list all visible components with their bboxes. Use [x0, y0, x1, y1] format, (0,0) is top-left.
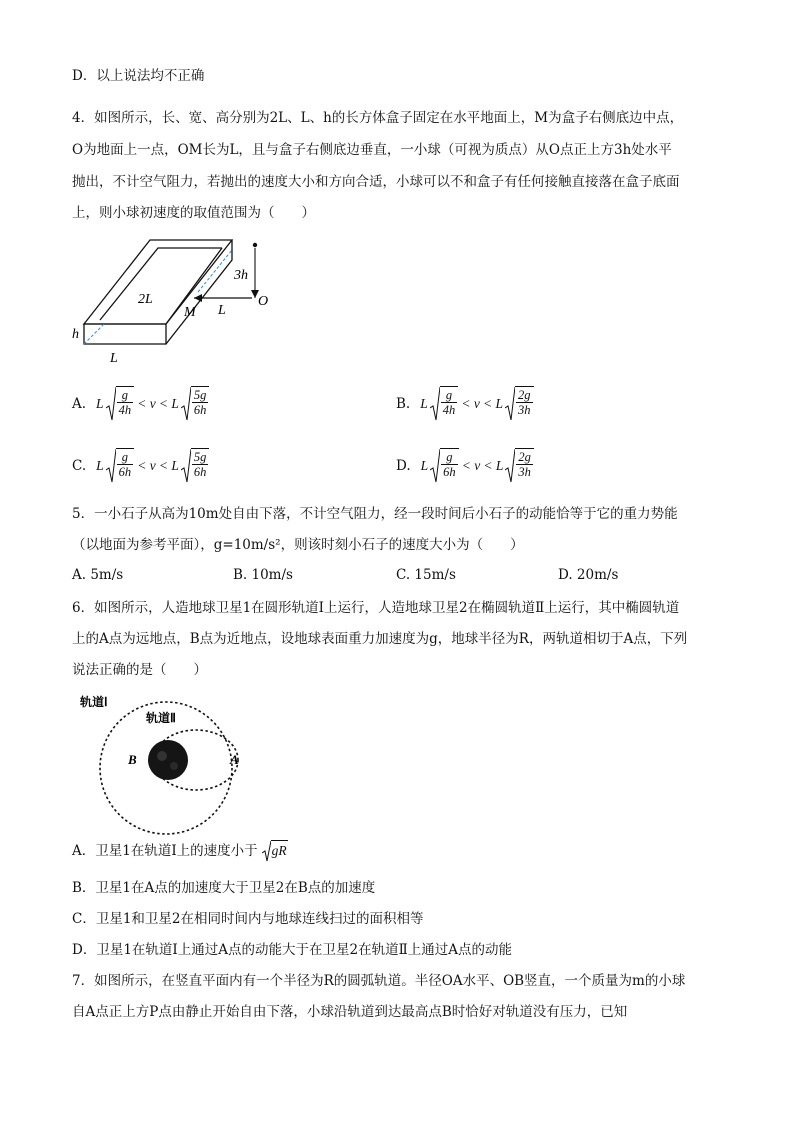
- q5-option-a: A. 5m/s: [72, 567, 124, 583]
- q4-box-figure: [70, 234, 290, 369]
- q6-option-d: D．卫星1在轨道Ⅰ上通过A点的动能大于在卫星2在轨道Ⅱ上通过A点的动能: [72, 942, 513, 958]
- q6-stem-line-1: 6．如图所示，人造地球卫星1在圆形轨道Ⅰ上运行，人造地球卫星2在椭圆轨道Ⅱ上运行，其中椭圆轨道: [72, 600, 680, 616]
- q6-stem-line-3: 说法正确的是（ ）: [72, 662, 207, 678]
- point-b-label: B: [128, 752, 137, 767]
- q4-option-b-expression: L $\frac{g}{4h}$ < v < L $\frac{2g}{3h}$: [420, 386, 533, 422]
- q4-option-d-expression: L $\frac{g}{6h}$ < v < L $\frac{2g}{3h}$: [421, 448, 534, 484]
- q5-stem-line-2: （以地面为参考平面），g=10m/s²，则该时刻小石子的速度大小为（ ）: [72, 537, 524, 553]
- q4-option-c: [72, 448, 209, 484]
- point-a-label: A: [230, 752, 239, 767]
- q5-option-c: C. 15m/s: [396, 567, 456, 583]
- q5-option-d: D. 20m/s: [558, 567, 619, 583]
- option-label: B.: [396, 396, 411, 412]
- q4-option-a-expression: L $\frac{g}{4h}$ < v < L $\frac{5g}{6h}$: [96, 386, 209, 422]
- orbit-2-label: 轨道Ⅱ: [146, 711, 176, 725]
- q6-option-a-text: A．卫星1在轨道Ⅰ上的速度小于: [72, 843, 258, 859]
- q6-stem-line-2: 上的A点为远地点，B点为近地点，设地球表面重力加速度为g，地球半径为R，两轨道相切于A点，下列: [72, 631, 688, 647]
- q4-stem-line-4: 上，则小球初速度的取值范围为（ ）: [72, 205, 315, 221]
- q7-stem-line-1: 7．如图所示，在竖直平面内有一个半径为R的圆弧轨道。半径OA水平、OB竖直，一个质量为m的小球: [72, 973, 686, 989]
- q5-stem-line-1: 5．一小石子从高为10m处自由下落，不计空气阻力，经一段时间后小石子的动能恰等于它的重力势能: [72, 506, 678, 522]
- q4-stem-line-3: 抛出，不计空气阻力，若抛出的速度大小和方向合适，小球可以不和盒子有任何接触直接落在盒子底面: [72, 174, 680, 190]
- sqrt-gr: gR: [262, 840, 288, 862]
- q3-option-d: D．以上说法均不正确: [72, 68, 205, 84]
- orbit-1-label: 轨道Ⅰ: [80, 695, 108, 709]
- q4-option-b: [396, 386, 534, 422]
- option-label: C.: [72, 458, 87, 474]
- option-label: D.: [396, 458, 411, 474]
- q4-option-c-expression: L $\frac{g}{6h}$ < v < L $\frac{5g}{6h}$: [96, 448, 209, 484]
- option-label: A.: [72, 396, 87, 412]
- q5-option-b: B. 10m/s: [233, 567, 293, 583]
- label-m: M: [184, 305, 196, 320]
- label-h: h: [72, 327, 79, 342]
- q4-option-a: [72, 386, 209, 422]
- q7-stem-line-2: 自A点正上方P点由静止开始自由下落，小球沿轨道到达最高点B时恰好对轨道没有压力，已知: [72, 1004, 628, 1020]
- q4-option-d: [396, 448, 534, 484]
- label-l-om: L: [218, 303, 226, 318]
- q6-option-b: B．卫星1在A点的加速度大于卫星2在B点的加速度: [72, 880, 376, 896]
- q6-option-a: [72, 840, 288, 862]
- q6-orbit-figure: [74, 690, 264, 840]
- label-o: O: [258, 294, 269, 309]
- q4-stem-line-1: 4．如图所示，长、宽、高分别为2L、L、h的长方体盒子固定在水平地面上，M为盒子右侧底边中点，: [72, 110, 684, 126]
- label-l-width: L: [110, 351, 118, 366]
- q4-stem-line-2: O为地面上一点，OM长为L，且与盒子右侧底边垂直，一小球（可视为质点）从O点正上方3h处水平: [72, 142, 672, 158]
- q6-option-c: C．卫星1和卫星2在相同时间内与地球连线扫过的面积相等: [72, 911, 424, 927]
- label-2l: 2L: [138, 292, 153, 307]
- label-3h: 3h: [234, 268, 248, 283]
